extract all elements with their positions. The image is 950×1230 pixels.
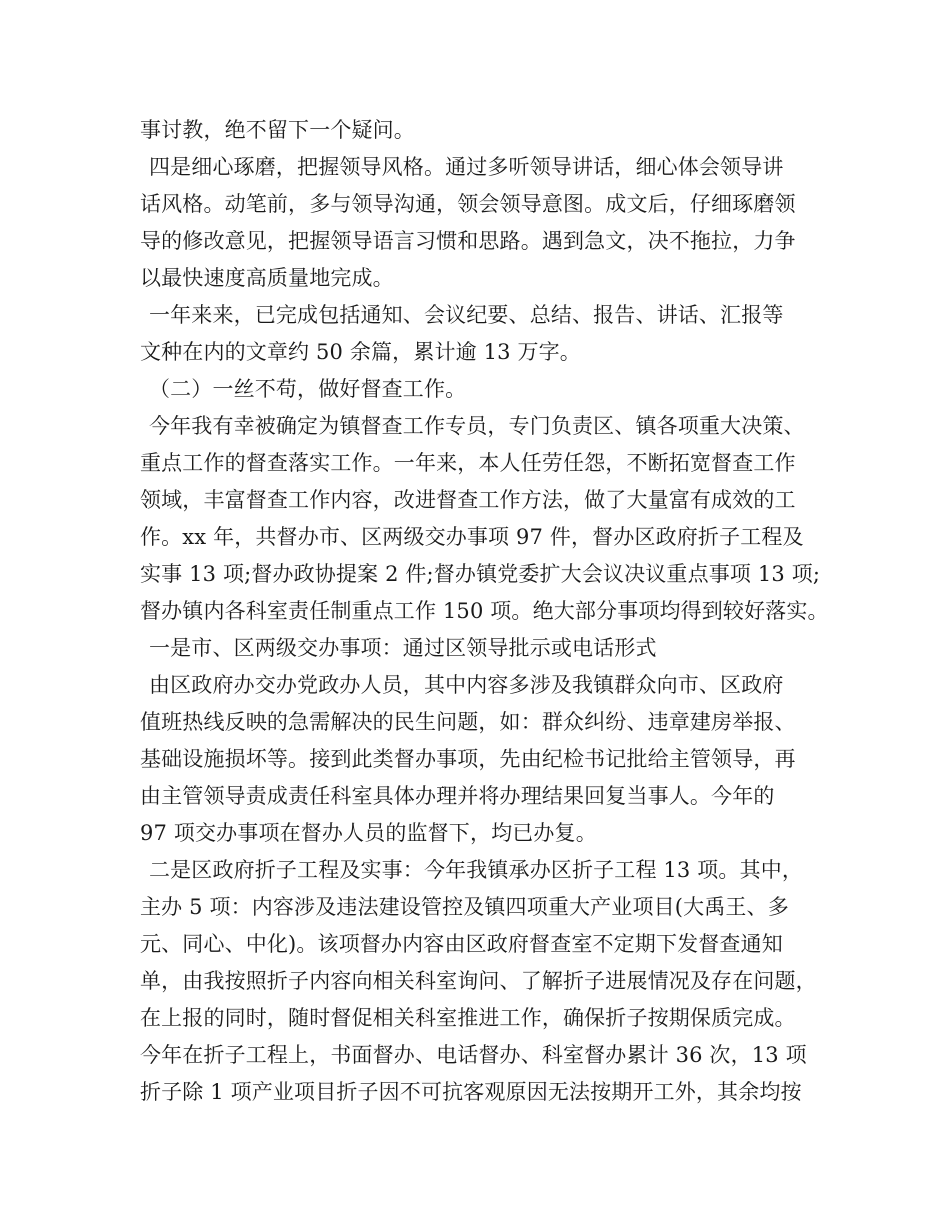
text-line: 由主管领导责成责任科室具体办理并将办理结果回复当事人。今年的 [140,784,775,808]
text-line: 97 项交办事项在督办人员的监督下，均已办复。 [140,821,597,845]
text-line: 领域，丰富督查工作内容，改进督查工作方法，做了大量富有成效的工 [140,488,796,512]
text-line: 二是区政府折子工程及实事：今年我镇承办区折子工程 13 项。其中， [149,858,804,882]
text-line: 事讨教，绝不留下一个疑问。 [140,118,415,142]
text-line: 主办 5 项：内容涉及违法建设管控及镇四项重大产业项目(大禹王、多 [140,895,789,919]
text-line: 导的修改意见，把握领导语言习惯和思路。遇到急文，决不拖拉，力争 [140,229,796,253]
text-line: 督办镇内各科室责任制重点工作 150 项。绝大部分事项均得到较好落实。 [140,599,829,623]
text-line: 以最快速度高质量地完成。 [140,266,394,290]
text-line: （二）一丝不苟，做好督查工作。 [149,377,467,401]
text-line: 一年来来，已完成包括通知、会议纪要、总结、报告、讲话、汇报等 [149,303,784,327]
document-body [140,112,830,1111]
text-line: 实事 13 项;督办政协提案 2 件;督办镇党委扩大会议决议重点事项 13 项; [140,562,821,586]
text-line: 今年我有幸被确定为镇督查工作专员，专门负责区、镇各项重大决策、 [149,414,805,438]
text-line: 作。xx 年，共督办市、区两级交办事项 97 件，督办区政府折子工程及 [140,525,804,549]
text-line: 单，由我按照折子内容向相关科室询问、了解折子进展情况及存在问题， [140,969,817,993]
text-line: 四是细心琢磨，把握领导风格。通过多听领导讲话，细心体会领导讲 [149,155,784,179]
text-line: 在上报的同时，随时督促相关科室推进工作，确保折子按期保质完成。 [140,1006,796,1030]
text-line: 重点工作的督查落实工作。一年来，本人任劳任怨，不断拓宽督查工作 [140,451,796,475]
text-line: 值班热线反映的急需解决的民生问题，如：群众纠纷、违章建房举报、 [140,710,796,734]
text-line: 元、同心、中化)。该项督办内容由区政府督查室不定期下发督查通知 [140,932,783,956]
text-line: 折子除 1 项产业项目折子因不可抗客观原因无法按期开工外，其余均按 [140,1080,802,1104]
text-line: 文种在内的文章约 50 余篇，累计逾 13 万字。 [140,340,581,364]
text-line: 由区政府办交办党政办人员，其中内容多涉及我镇群众向市、区政府 [149,673,784,697]
text-line: 今年在折子工程上，书面督办、电话督办、科室督办累计 36 次，13 项 [140,1043,807,1067]
text-line: 基础设施损坏等。接到此类督办事项，先由纪检书记批给主管领导，再 [140,747,796,771]
text-line: 话风格。动笔前，多与领导沟通，领会领导意图。成文后，仔细琢磨领 [140,192,796,216]
text-line: 一是市、区两级交办事项：通过区领导批示或电话形式 [149,636,657,660]
